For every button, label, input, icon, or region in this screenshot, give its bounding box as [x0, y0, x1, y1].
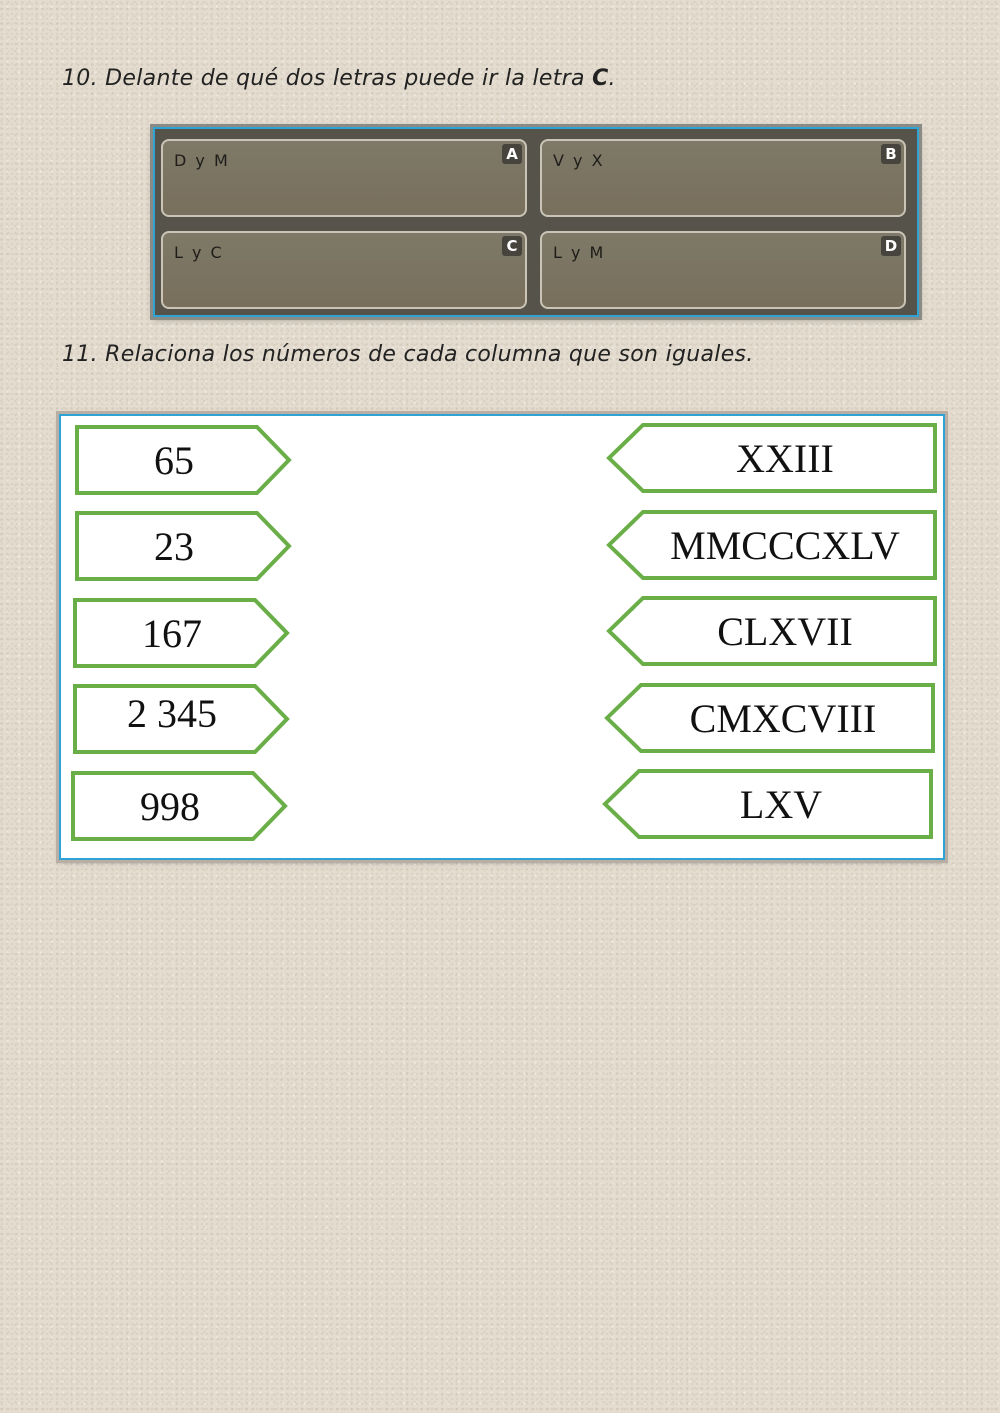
matching-panel [59, 414, 945, 860]
left-item-1-text: 65 [154, 437, 194, 483]
question-10-title [62, 66, 616, 91]
option-c-text: L y C [174, 243, 224, 262]
question-10-highlight: C [592, 66, 609, 91]
question-10-suffix: . [608, 66, 616, 91]
right-item-1-text: XXIII [736, 435, 834, 481]
left-item-4-text: 2 345 [127, 691, 217, 736]
right-item-5-text: LXV [739, 781, 823, 827]
left-item-2[interactable] [75, 511, 293, 581]
left-item-4[interactable] [73, 684, 291, 754]
option-b-text: V y X [553, 151, 605, 170]
right-item-2-text: MMCCCXLV [670, 522, 900, 568]
option-d-badge: D [881, 236, 901, 256]
left-item-3-text: 167 [142, 610, 202, 656]
option-b-badge: B [881, 144, 901, 164]
right-item-4-text: CMXCVIII [689, 695, 877, 741]
option-b[interactable] [540, 139, 906, 217]
right-item-3-text: CLXVII [717, 608, 853, 654]
option-d-text: L y M [553, 243, 606, 262]
right-item-5[interactable] [601, 769, 933, 839]
option-a[interactable] [161, 139, 527, 217]
option-a-badge: A [502, 144, 522, 164]
left-item-5-text: 998 [140, 783, 200, 829]
left-item-3[interactable] [73, 598, 291, 668]
option-d[interactable] [540, 231, 906, 309]
left-item-1[interactable] [75, 425, 293, 495]
right-item-3[interactable] [605, 596, 937, 666]
option-c[interactable] [161, 231, 527, 309]
option-a-text: D y M [174, 151, 230, 170]
right-item-4[interactable] [603, 683, 935, 753]
question-11-title: 11. Relaciona los números de cada columna que son iguales. [62, 342, 754, 367]
right-item-2[interactable] [605, 510, 937, 580]
option-c-badge: C [502, 236, 522, 256]
right-item-1[interactable] [605, 423, 937, 493]
left-item-5[interactable] [71, 771, 289, 841]
question-10-prefix: 10. Delante de qué dos letras puede ir la letra [62, 66, 593, 91]
left-item-2-text: 23 [154, 523, 194, 569]
multiple-choice-panel [153, 127, 919, 317]
